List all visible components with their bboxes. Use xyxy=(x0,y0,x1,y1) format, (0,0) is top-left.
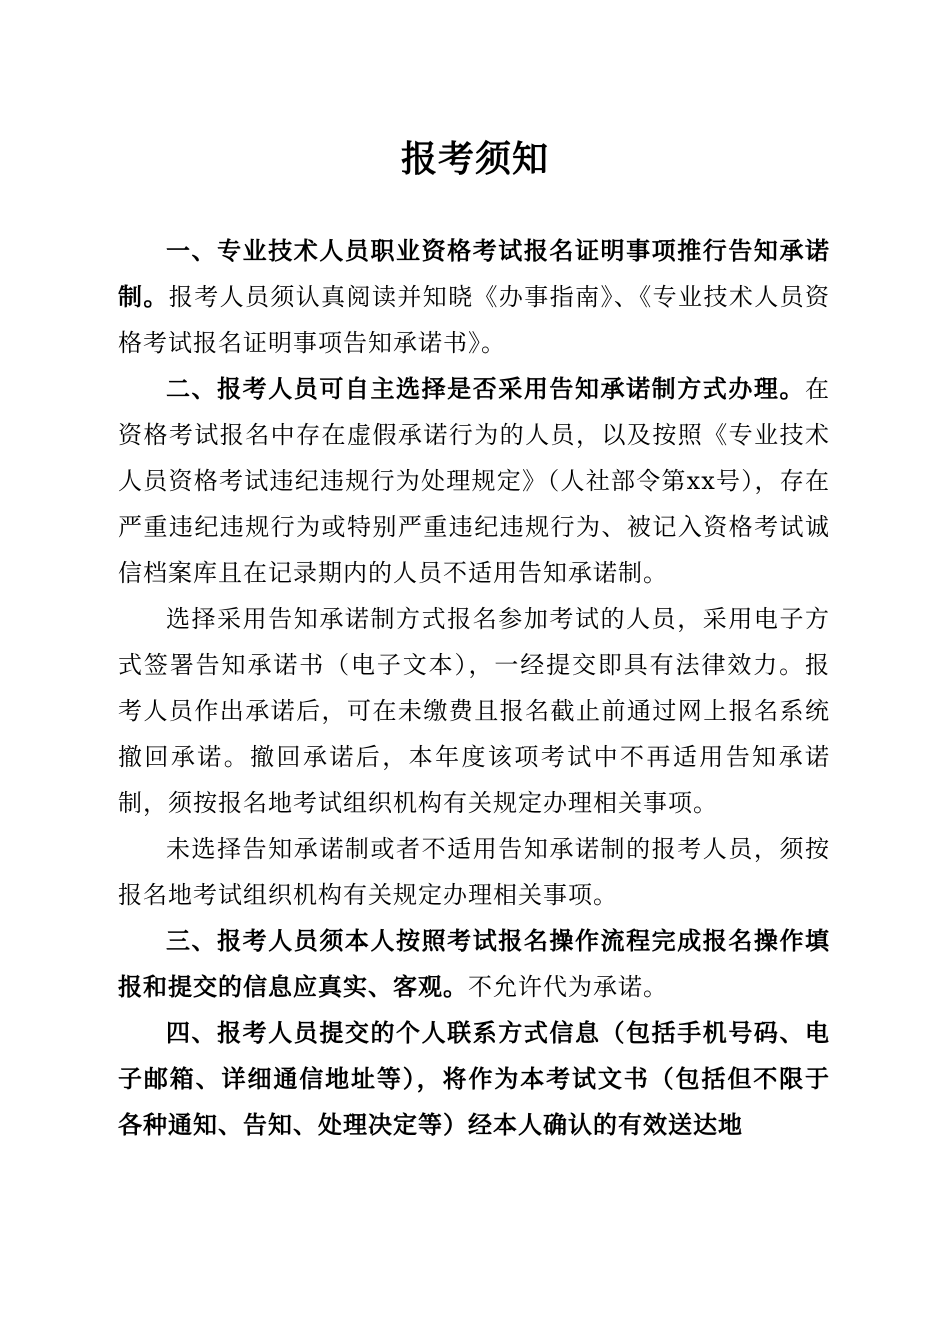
paragraph-1 xyxy=(118,228,830,366)
paragraph-5-text: 不允许代为承诺。 xyxy=(468,973,668,1001)
paragraph-4 xyxy=(118,826,830,918)
paragraph-3 xyxy=(118,596,830,826)
paragraph-3-text: 选择采用告知承诺制方式报名参加考试的人员，采用电子方式签署告知承诺书（电子文本），一经提交即具有法律效力。报考人员作出承诺后，可在未缴费且报名截止前通过网上报名系统撤回承诺。撤回承诺后，本年度该项考试中不再适用告知承诺制，须按报名地考试组织机构有关规定办理相关事项。 xyxy=(118,605,830,817)
paragraph-5-heading: 三、报考人员须本人按照考试报名操作流程完成报名操作填报和提交的信息应真实、客观。 xyxy=(118,927,830,1001)
document-body xyxy=(118,228,830,1148)
paragraph-2 xyxy=(118,366,830,596)
paragraph-6 xyxy=(118,1010,830,1148)
paragraph-2-heading: 二、报考人员可自主选择是否采用告知承诺制方式办理。 xyxy=(166,375,805,403)
paragraph-1-text: 报考人员须认真阅读并知晓《办事指南》、《专业技术人员资格考试报名证明事项告知承诺书》。 xyxy=(118,283,831,357)
document-title: 报考须知 xyxy=(400,138,549,180)
paragraph-4-text: 未选择告知承诺制或者不适用告知承诺制的报考人员，须按报名地考试组织机构有关规定办理相关事项。 xyxy=(118,835,830,909)
paragraph-1-heading: 一、专业技术人员职业资格考试报名证明事项推行告知承诺制。 xyxy=(118,237,830,311)
paragraph-5 xyxy=(118,918,830,1010)
paragraph-2-text: 在资格考试报名中存在虚假承诺行为的人员，以及按照《专业技术人员资格考试违纪违规行为处理规定》（人社部令第xx号），存在严重违纪违规行为或特别严重违纪违规行为、被记入资格考试诚信档案库且在记录期内的人员不适用告知承诺制。 xyxy=(118,375,830,587)
paragraph-6-heading: 四、报考人员提交的个人联系方式信息（包括手机号码、电子邮箱、详细通信地址等），将作为本考试文书（包括但不限于各种通知、告知、处理决定等）经本人确认的有效送达地 xyxy=(118,1019,830,1139)
